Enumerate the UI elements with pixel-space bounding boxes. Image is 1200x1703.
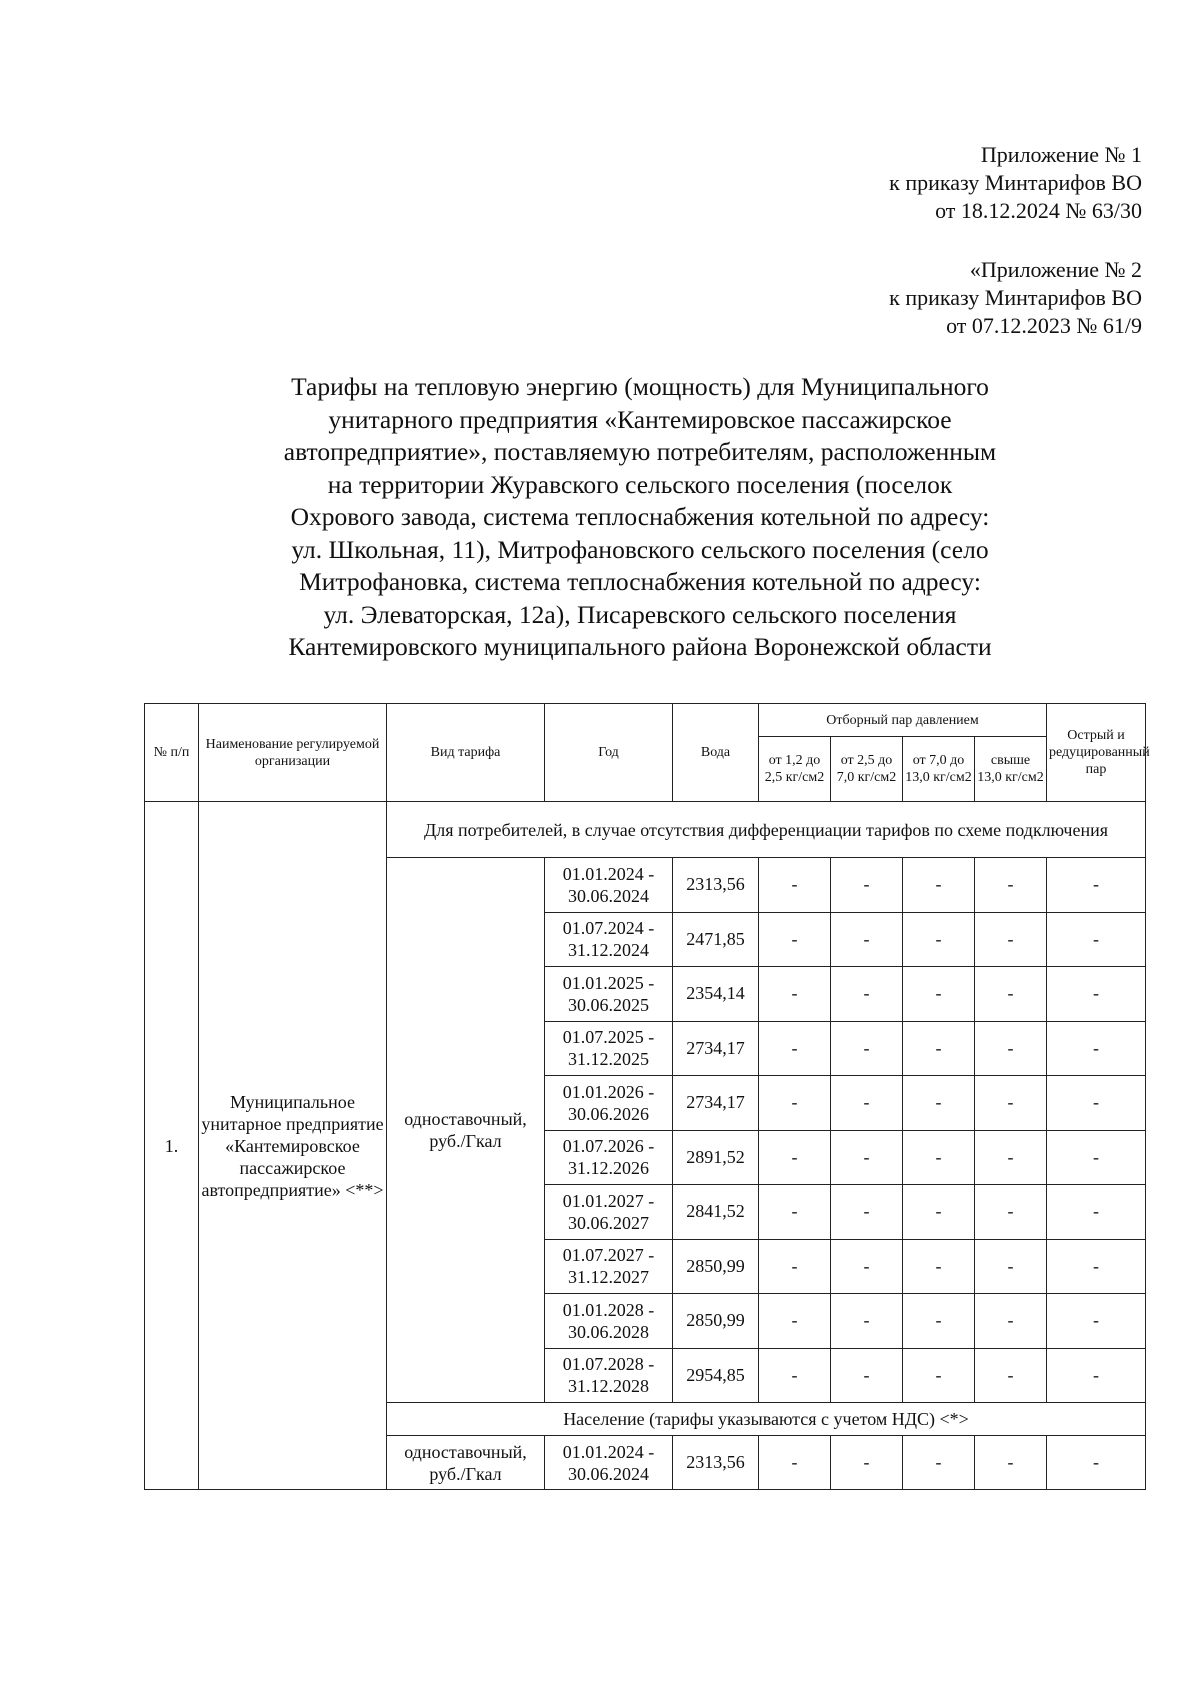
period-cell xyxy=(545,912,673,967)
empty-dash: - xyxy=(831,858,903,913)
header-steam-group: Отборный пар давлением xyxy=(759,704,1047,737)
appendix-2-line-3: от 07.12.2023 № 61/9 xyxy=(946,313,1142,338)
empty-dash: - xyxy=(831,1185,903,1240)
period-start: 01.01.2025 - xyxy=(562,972,655,993)
period-cell xyxy=(545,1076,673,1131)
header-row xyxy=(145,704,1146,737)
period-start: 01.07.2028 - xyxy=(562,1354,655,1375)
water-tariff-value: 2850,99 xyxy=(673,1239,759,1294)
tariff-type: одноставочный, руб./Гкал xyxy=(387,1436,545,1490)
empty-dash: - xyxy=(975,1021,1047,1076)
section-row xyxy=(145,802,1146,858)
period-start: 01.07.2026 - xyxy=(562,1136,655,1157)
water-tariff-value: 2734,17 xyxy=(673,1076,759,1131)
empty-dash: - xyxy=(1047,1348,1146,1403)
water-tariff-value: 2471,85 xyxy=(673,912,759,967)
empty-dash: - xyxy=(903,1436,975,1490)
empty-dash: - xyxy=(831,1076,903,1131)
empty-dash: - xyxy=(903,1294,975,1349)
empty-dash: - xyxy=(759,1076,831,1131)
header-num: № п/п xyxy=(145,704,199,802)
empty-dash: - xyxy=(759,967,831,1022)
empty-dash: - xyxy=(1047,912,1146,967)
empty-dash: - xyxy=(831,1130,903,1185)
period-start: 01.01.2028 - xyxy=(562,1299,655,1320)
empty-dash: - xyxy=(975,1239,1047,1294)
empty-dash: - xyxy=(759,858,831,913)
empty-dash: - xyxy=(1047,1021,1146,1076)
header-organization: Наименование регулируемой организации xyxy=(199,704,387,802)
empty-dash: - xyxy=(975,1348,1047,1403)
water-tariff-value: 2841,52 xyxy=(673,1185,759,1240)
empty-dash: - xyxy=(759,1130,831,1185)
empty-dash: - xyxy=(975,967,1047,1022)
period-start: 01.07.2027 - xyxy=(562,1245,655,1266)
period-cell xyxy=(545,1021,673,1076)
title-line: Тарифы на тепловую энергию (мощность) для Муниципального xyxy=(291,372,989,401)
empty-dash: - xyxy=(1047,1436,1146,1490)
period-end: 30.06.2024 xyxy=(568,885,649,906)
tariff-table-body xyxy=(145,704,1150,1490)
title-line: автопредприятие», поставляемую потребителям, расположенным xyxy=(283,437,997,466)
water-tariff-value: 2313,56 xyxy=(673,1436,759,1490)
period-cell xyxy=(545,1348,673,1403)
empty-dash: - xyxy=(831,1239,903,1294)
empty-dash: - xyxy=(903,1021,975,1076)
empty-dash: - xyxy=(831,1348,903,1403)
empty-dash: - xyxy=(975,1130,1047,1185)
empty-dash: - xyxy=(1047,967,1146,1022)
empty-dash: - xyxy=(975,1294,1047,1349)
empty-dash: - xyxy=(903,967,975,1022)
water-tariff-value: 2891,52 xyxy=(673,1130,759,1185)
title-line: на территории Журавского сельского поселения (поселок xyxy=(327,469,953,499)
period-cell xyxy=(545,967,673,1022)
empty-dash: - xyxy=(759,1021,831,1076)
empty-dash: - xyxy=(831,1294,903,1349)
water-tariff-value: 2313,56 xyxy=(673,858,759,913)
empty-dash: - xyxy=(975,1076,1047,1131)
tariff-type: одноставочный, руб./Гкал xyxy=(387,858,545,1403)
period-cell xyxy=(545,858,673,913)
empty-dash: - xyxy=(903,912,975,967)
appendix-1-reference xyxy=(889,141,1142,225)
empty-dash: - xyxy=(975,858,1047,913)
period-cell xyxy=(545,1294,673,1349)
period-end: 30.06.2027 xyxy=(568,1212,649,1233)
header-tariff-type: Вид тарифа xyxy=(387,704,545,802)
appendix-1-line-3: от 18.12.2024 № 63/30 xyxy=(935,198,1142,223)
header-steam-3: от 7,0 до 13,0 кг/см2 xyxy=(903,737,975,802)
empty-dash: - xyxy=(1047,1239,1146,1294)
document-title xyxy=(190,371,1090,664)
period-cell xyxy=(545,1436,673,1490)
period-cell xyxy=(545,1185,673,1240)
empty-dash: - xyxy=(975,1185,1047,1240)
empty-dash: - xyxy=(759,1294,831,1349)
appendix-1-line-2: к приказу Минтарифов ВО xyxy=(889,170,1142,195)
appendix-2-reference xyxy=(889,256,1142,340)
empty-dash: - xyxy=(759,1348,831,1403)
appendix-2-line-1: «Приложение № 2 xyxy=(969,257,1142,282)
empty-dash: - xyxy=(975,912,1047,967)
tariff-table xyxy=(144,703,1150,1490)
title-line: ул. Школьная, 11), Митрофановского сельского поселения (село xyxy=(291,534,989,564)
empty-dash: - xyxy=(831,1436,903,1490)
empty-dash: - xyxy=(759,1436,831,1490)
period-start: 01.01.2027 - xyxy=(562,1190,655,1211)
header-year: Год xyxy=(545,704,673,802)
empty-dash: - xyxy=(759,912,831,967)
empty-dash: - xyxy=(975,1436,1047,1490)
empty-dash: - xyxy=(903,1130,975,1185)
title-line: Кантемировского муниципального района Воронежской области xyxy=(288,632,992,661)
empty-dash: - xyxy=(1047,1076,1146,1131)
header-sharp-steam: Острый и редуцированный пар xyxy=(1047,704,1146,802)
title-line: Митрофановка, система теплоснабжения котельной по адресу: xyxy=(299,567,981,596)
water-tariff-value: 2954,85 xyxy=(673,1348,759,1403)
period-end: 30.06.2028 xyxy=(568,1321,649,1342)
period-end: 30.06.2026 xyxy=(568,1103,649,1124)
row-number: 1. xyxy=(145,802,199,1490)
water-tariff-value: 2734,17 xyxy=(673,1021,759,1076)
empty-dash: - xyxy=(831,967,903,1022)
title-line: ул. Элеваторская, 12а), Писаревского сельского поселения xyxy=(323,599,957,629)
organization-name: Муниципальное унитарное предприятие «Кантемировское пассажирское автопредприятие» <**> xyxy=(199,802,387,1490)
empty-dash: - xyxy=(1047,1185,1146,1240)
title-line: Охрового завода, система теплоснабжения котельной по адресу: xyxy=(290,502,990,531)
appendix-1-line-1: Приложение № 1 xyxy=(980,142,1142,167)
empty-dash: - xyxy=(759,1185,831,1240)
section-2-title: Население (тарифы указываются с учетом НДС) <*> xyxy=(387,1403,1146,1436)
period-start: 01.01.2026 - xyxy=(562,1081,655,1102)
appendix-2-line-2: к приказу Минтарифов ВО xyxy=(889,285,1142,310)
empty-dash: - xyxy=(1047,1294,1146,1349)
empty-dash: - xyxy=(903,858,975,913)
period-start: 01.07.2025 - xyxy=(562,1027,655,1048)
period-end: 31.12.2025 xyxy=(568,1049,649,1070)
period-end: 31.12.2024 xyxy=(568,940,649,961)
empty-dash: - xyxy=(1047,858,1146,913)
header-steam-4: свыше 13,0 кг/см2 xyxy=(975,737,1047,802)
empty-dash: - xyxy=(831,1021,903,1076)
empty-dash: - xyxy=(903,1348,975,1403)
empty-dash: - xyxy=(903,1239,975,1294)
section-1-title: Для потребителей, в случае отсутствия дифференциации тарифов по схеме подключения xyxy=(387,802,1146,858)
empty-dash: - xyxy=(1047,1130,1146,1185)
period-end: 30.06.2024 xyxy=(568,1463,649,1484)
period-start: 01.01.2024 - xyxy=(562,863,655,884)
empty-dash: - xyxy=(903,1185,975,1240)
period-end: 31.12.2026 xyxy=(568,1158,649,1179)
period-start: 01.01.2024 - xyxy=(562,1441,655,1462)
title-line: унитарного предприятия «Кантемировское пассажирское xyxy=(328,404,952,434)
water-tariff-value: 2850,99 xyxy=(673,1294,759,1349)
period-start: 01.07.2024 - xyxy=(562,918,655,939)
water-tariff-value: 2354,14 xyxy=(673,967,759,1022)
empty-dash: - xyxy=(759,1239,831,1294)
empty-dash: - xyxy=(903,1076,975,1131)
empty-dash: - xyxy=(831,912,903,967)
period-end: 31.12.2027 xyxy=(568,1267,649,1288)
header-water: Вода xyxy=(673,704,759,802)
period-end: 31.12.2028 xyxy=(568,1376,649,1397)
period-cell xyxy=(545,1130,673,1185)
period-cell xyxy=(545,1239,673,1294)
period-end: 30.06.2025 xyxy=(568,994,649,1015)
header-steam-2: от 2,5 до 7,0 кг/см2 xyxy=(831,737,903,802)
header-steam-1: от 1,2 до 2,5 кг/см2 xyxy=(759,737,831,802)
